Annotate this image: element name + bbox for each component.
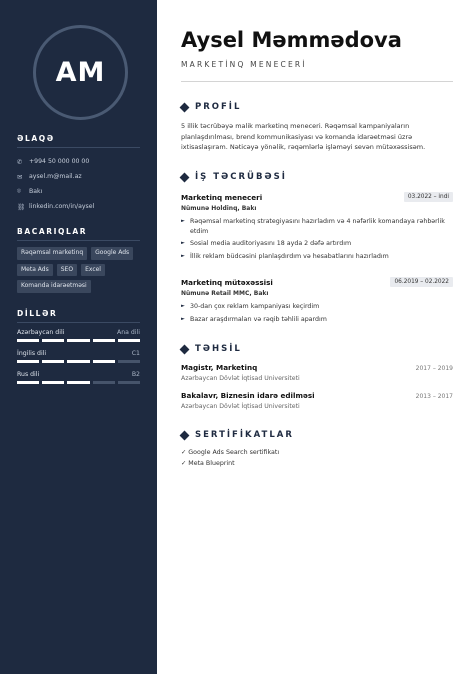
level-segment [42, 339, 64, 342]
contact-item [17, 184, 140, 199]
experience-heading [181, 172, 287, 182]
job-bullet: ► Sosial media auditoriyasını 18 ayda 2 dəfə artırdım [181, 239, 453, 249]
education-years: 2013 – 2017 [415, 393, 453, 400]
level-segment [118, 360, 140, 363]
experience-heading-text: İŞ TƏCRÜBƏSİ [195, 172, 287, 182]
certificate-item: ✓ Meta Blueprint [181, 459, 235, 467]
level-segment [17, 360, 39, 363]
education-heading [181, 344, 242, 354]
contact-item [17, 199, 140, 214]
language-list [17, 329, 140, 384]
language-name: İngilis dili [17, 350, 47, 357]
location-icon: ⌾ [17, 187, 21, 195]
education-university: Azərbaycan Dövlət İqtisad Universiteti [181, 375, 300, 382]
education-years: 2017 – 2019 [415, 365, 453, 372]
level-segment [67, 381, 89, 384]
job-bullet: ► 30-dan çox reklam kampaniyası keçirdim [181, 302, 453, 312]
language-item [17, 371, 140, 384]
certificates-heading [181, 430, 294, 440]
skill-tag: Komanda idarəetməsi [17, 280, 91, 293]
education-heading-text: TƏHSİL [195, 344, 242, 354]
contact-item [17, 169, 140, 184]
skill-tags [17, 247, 140, 293]
education-university: Azərbaycan Dövlət İqtisad Universiteti [181, 403, 300, 410]
certificate-item: ✓ Google Ads Search sertifikatı [181, 449, 280, 456]
skill-tag: Google Ads [91, 247, 133, 260]
job-bullets [181, 217, 453, 261]
level-segment [93, 381, 115, 384]
avatar-initials: AM [55, 57, 106, 88]
phone-icon: ✆ [17, 157, 23, 166]
language-name: Azərbaycan dili [17, 329, 65, 336]
diamond-icon [180, 102, 190, 112]
job-bullet: ► İllik reklam büdcəsini planlaşdırdım və hesabatlarını hazırladım [181, 252, 453, 262]
skill-tag: Rəqəmsal marketinq [17, 247, 87, 260]
job-bullets [181, 302, 453, 324]
diamond-icon [180, 344, 190, 354]
sidebar [0, 0, 157, 674]
contact-title: ƏLAQƏ [17, 134, 140, 148]
level-segment [17, 339, 39, 342]
job-bullet: ► Rəqəmsal marketinq strategiyasını hazırladım və 4 nəfərlik komandaya rəhbərlik etdim [181, 217, 453, 236]
person-name: Aysel Məmmədova [181, 28, 402, 52]
profile-heading-text: PROFİL [195, 102, 242, 112]
job-entry-2 [181, 277, 453, 327]
contact-text: +994 50 000 00 00 [29, 158, 90, 165]
job-dates: 03.2022 – indi [404, 192, 453, 202]
level-segment [93, 339, 115, 342]
languages-title: DİLLƏR [17, 309, 140, 323]
education-degree: Magistr, Marketinq [181, 363, 258, 372]
level-segment [42, 360, 64, 363]
contact-list [17, 154, 140, 214]
contact-item [17, 154, 140, 169]
skill-tag: SEO [57, 264, 77, 277]
skill-tag: Meta Ads [17, 264, 53, 277]
level-segment [67, 360, 89, 363]
skill-tag: Excel [81, 264, 105, 277]
job-role: Marketinq meneceri [181, 192, 263, 202]
job-company: Nümunə Holdinq, Bakı [181, 205, 257, 212]
languages-section [17, 309, 140, 392]
profile-heading [181, 102, 241, 112]
language-level: B2 [131, 371, 140, 378]
level-segment [67, 339, 89, 342]
header-divider [181, 81, 453, 82]
language-level: Ana dili [117, 329, 140, 336]
job-entry-1 [181, 192, 453, 264]
certificates-heading-text: SERTİFİKATLAR [195, 430, 294, 440]
job-bullet: ► Bazar araşdırmaları və rəqib təhlili apardım [181, 315, 453, 325]
contact-text: Bakı [29, 188, 43, 195]
skills-section [17, 227, 140, 293]
language-name: Rus dili [17, 371, 40, 378]
link-icon: ⛓ [17, 202, 26, 211]
level-segment [93, 360, 115, 363]
level-segment [17, 381, 39, 384]
language-level-bar [17, 339, 140, 342]
education-degree: Bakalavr, Biznesin idarə edilməsi [181, 391, 315, 400]
education-entry-2 [181, 391, 453, 410]
language-item [17, 350, 140, 363]
language-level-bar [17, 381, 140, 384]
avatar [33, 25, 128, 120]
level-segment [42, 381, 64, 384]
contact-text[interactable]: linkedin.com/in/aysel [29, 203, 95, 210]
level-segment [118, 381, 140, 384]
diamond-icon [180, 172, 190, 182]
job-company: Nümunə Retail MMC, Bakı [181, 290, 269, 297]
diamond-icon [180, 430, 190, 440]
language-level-bar [17, 360, 140, 363]
certificate-list [181, 448, 453, 469]
skills-title: BACARIQLAR [17, 227, 140, 241]
level-segment [118, 339, 140, 342]
education-entry-1 [181, 363, 453, 382]
language-item [17, 329, 140, 342]
person-title: MARKETİNQ MENECERİ [181, 60, 307, 69]
profile-text: 5 illik təcrübəyə malik marketinq meneceri. Rəqəmsal kampaniyaların planlaşdırılması, brend kommunikasiyası və komanda idarəetməsi üzrə ixtisaslaşıram. Nəticəyə yönəlik, rəqəmlərlə işləməyi sevən mütəxəssisəm. [181, 122, 426, 151]
language-level: C1 [131, 350, 140, 357]
job-role: Marketinq mütəxəssisi [181, 277, 273, 287]
job-dates: 06.2019 – 02.2022 [390, 277, 453, 287]
contact-text[interactable]: aysel.m@mail.az [29, 173, 82, 180]
contact-section [17, 134, 140, 214]
mail-icon: ✉ [17, 172, 23, 181]
